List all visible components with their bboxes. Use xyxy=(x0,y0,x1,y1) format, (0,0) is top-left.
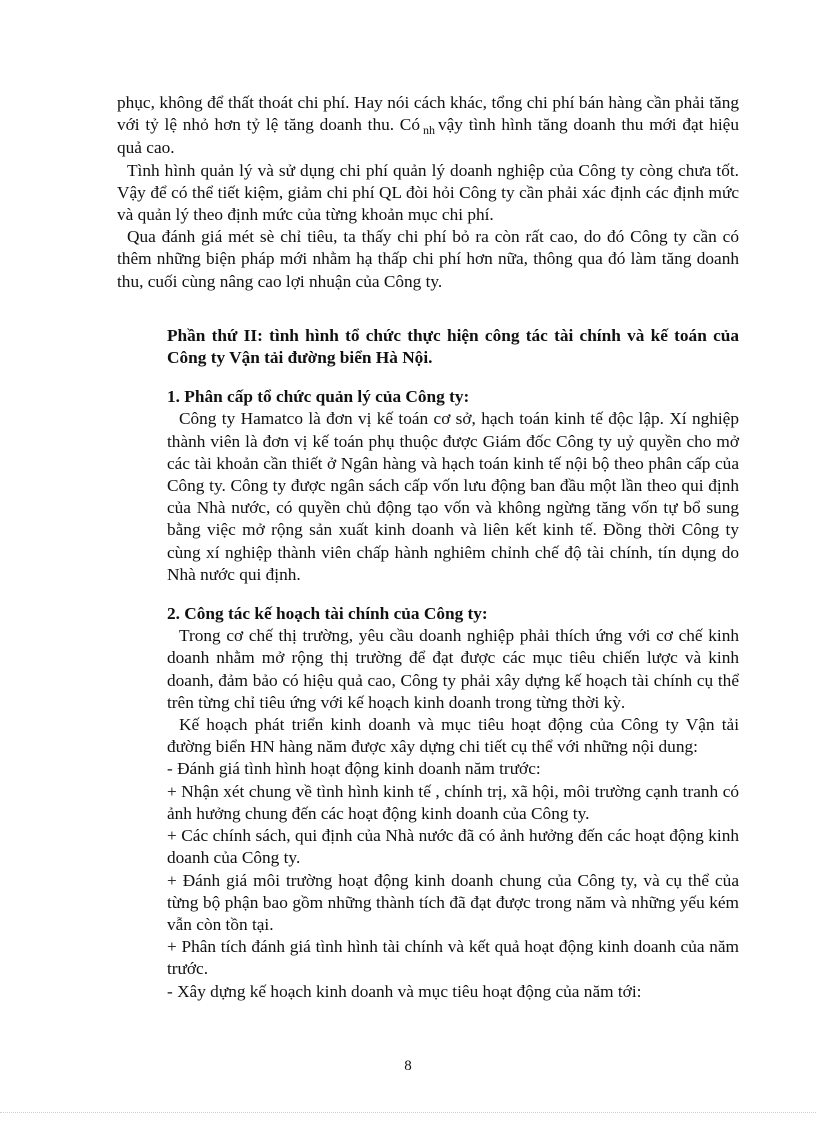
intro-small-text: nh xyxy=(422,123,435,138)
bottom-divider xyxy=(0,1112,816,1113)
subsection-2-title: 2. Công tác kế hoạch tài chính của Công ty: xyxy=(167,604,488,624)
subsection-2-paragraph-1: Trong cơ chế thị trường, yêu cầu doanh nghiệp phải thích ứng với cơ chế kinh doanh nhằm mở rộng thị trường để đạt được các mục tiêu chiến lược và kinh doanh, đảm bảo có hiệu quả cao, Công ty phải xây dựng kế hoạch tài chính cụ thể trên từng chỉ tiêu ứng với kế hoạch kinh doanh trong từng thời kỳ. xyxy=(167,626,739,712)
list-item: - Xây dựng kế hoạch kinh doanh và mục tiêu hoạt động của năm tới: xyxy=(167,981,642,1001)
subsection-2 xyxy=(117,603,739,1003)
intro-paragraph-2: Tình hình quản lý và sử dụng chi phí quản lý doanh nghiệp của Công ty còng chưa tốt. Vậy để có thể tiết kiệm, giảm chi phí QL đòi hỏi Công ty cần phải xác định các định mức và quản lý theo định mức của từng khoản mục chi phí. xyxy=(117,160,739,225)
document-page xyxy=(117,92,739,1003)
page-number: 8 xyxy=(404,1058,412,1074)
list-item: + Đánh giá môi trường hoạt động kinh doanh chung của Công ty, và cụ thể của từng bộ phận bao gồm những thành tích đã đạt được trong năm và những yếu kém vẫn còn tồn tại. xyxy=(167,870,739,934)
list-item: + Nhận xét chung về tình hình kinh tế , chính trị, xã hội, môi trường cạnh tranh có ảnh hưởng chung đến các hoạt động kinh doanh của Công ty. xyxy=(167,781,739,823)
list-item: + Phân tích đánh giá tình hình tài chính và kết quả hoạt động kinh doanh của năm trước. xyxy=(167,937,739,979)
intro-text-a: phục, không để thất thoát chi phí. Hay nói cách khác, tổng chi phí bán hàng cần phải tăng với tỷ lệ nhỏ hơn tỷ lệ tăng doanh thu. Có xyxy=(117,93,739,135)
subsection-2-paragraph-2: Kế hoạch phát triển kinh doanh và mục tiêu hoạt động của Công ty Vận tải đường biển HN hàng năm được xây dựng chi tiết cụ thể với những nội dung: xyxy=(167,715,739,757)
intro-paragraph-3: Qua đánh giá mét sè chỉ tiêu, ta thấy chi phí bỏ ra còn rất cao, do đó Công ty cần có thêm những biện pháp mới nhằm hạ thấp chi phí hơn nữa, thông qua đó làm tăng doanh thu, cuối cùng nâng cao lợi nhuận của Công ty. xyxy=(117,227,739,291)
section-2 xyxy=(117,325,739,1003)
subsection-1-body: Công ty Hamatco là đơn vị kế toán cơ sở, hạch toán kinh tế độc lập. Xí nghiệp thành viên là đơn vị kế toán phụ thuộc được Giám đốc Công ty uỷ quyền cho mở các tài khoản cần thiết ở Ngân hàng và hạch toán kinh tế nội bộ theo phân cấp của Công ty. Công ty được ngân sách cấp vốn lưu động ban đầu một lần theo qui định của Nhà nước, có quyền chủ động tạo vốn và không ngừng tăng vốn tự bổ sung bằng việc mở rộng sản xuất kinh doanh và liên kết kinh tế. Đồng thời Công ty cùng xí nghiệp thành viên chấp hành nghiêm chỉnh chế độ tài chính, tín dụng do Nhà nước qui định. xyxy=(167,409,739,584)
list-item: + Các chính sách, qui định của Nhà nước đã có ảnh hưởng đến các hoạt động kinh doanh của Công ty. xyxy=(167,826,739,868)
section-title: Phần thứ II: tình hình tổ chức thực hiện công tác tài chính và kế toán của Công ty Vận tải đường biển Hà Nội. xyxy=(167,325,739,368)
intro-paragraph-1 xyxy=(117,92,739,160)
subsection-1 xyxy=(117,386,739,586)
intro-text-b: vậy tình hình tăng doanh thu mới đạt hiệu quả cao. xyxy=(117,115,739,158)
subsection-1-title: 1. Phân cấp tổ chức quản lý của Công ty: xyxy=(167,387,470,407)
list-item: - Đánh giá tình hình hoạt động kinh doanh năm trước: xyxy=(167,759,541,779)
